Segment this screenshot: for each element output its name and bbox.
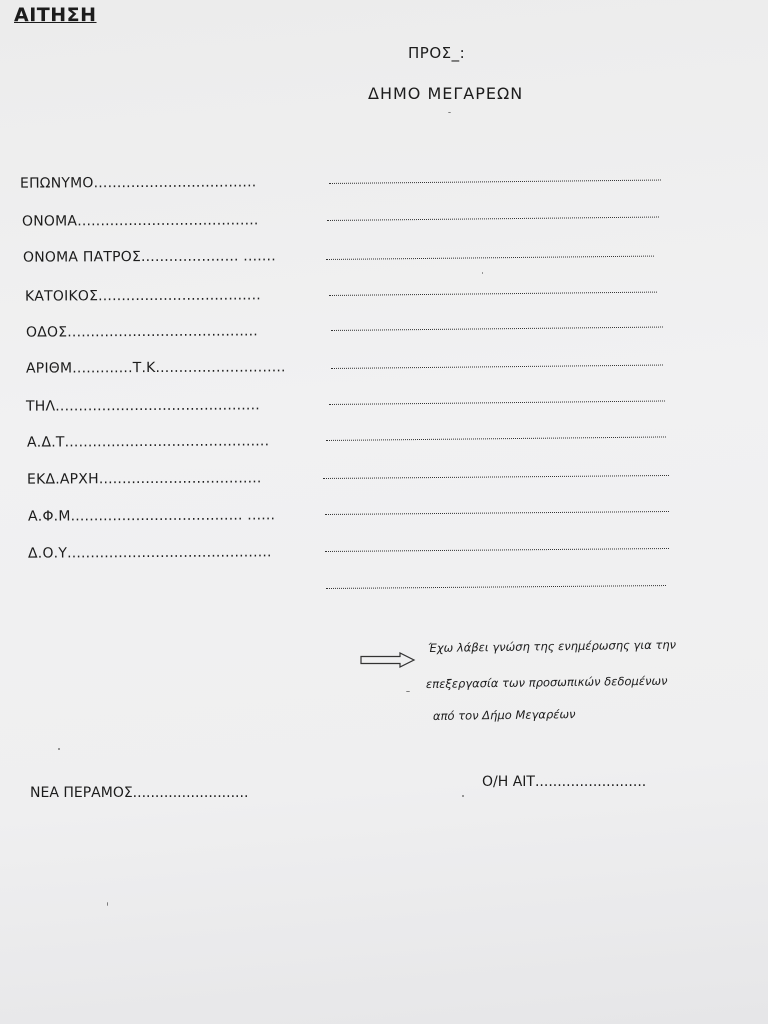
field-label-first-name: ΟΝΟΜΑ....................................... <box>21 212 259 230</box>
paper-speck <box>406 691 410 692</box>
fill-line[interactable] <box>326 256 654 260</box>
consent-note-line-3: από τον Δήμο Μεγαρέων <box>432 707 576 723</box>
paper-speck <box>482 272 483 274</box>
recipient-name: ΔΗΜΟ ΜΕΓΑΡΕΩΝ <box>368 84 524 103</box>
arrow-right-icon <box>360 652 416 668</box>
field-label-tax-office: Δ.Ο.Υ............................................ <box>27 544 272 562</box>
field-label-phone: ΤΗΛ............................................ <box>25 397 260 415</box>
paper-speck <box>448 112 451 113</box>
field-label-id-number: Α.Δ.Τ............................................ <box>26 433 270 451</box>
consent-note-line-1: Έχω λάβει γνώση της ενημέρωσης για την <box>427 637 677 655</box>
field-label-father-name: ΟΝΟΜΑ ΠΑΤΡΟΣ..................... ....... <box>22 248 276 266</box>
field-label-residence: ΚΑΤΟΙΚΟΣ................................... <box>24 287 261 305</box>
fill-line[interactable] <box>325 548 669 552</box>
recipient-label: ΠΡΟΣ_: <box>408 44 466 62</box>
fill-line[interactable] <box>331 327 663 331</box>
fill-line[interactable] <box>331 365 663 369</box>
field-label-issuing-authority: ΕΚΔ.ΑΡΧΗ................................... <box>26 470 262 488</box>
fill-line[interactable] <box>329 180 661 184</box>
fill-line[interactable] <box>326 585 666 589</box>
fill-line[interactable] <box>329 400 665 405</box>
fill-line[interactable] <box>327 217 659 221</box>
paper-speck <box>58 748 60 750</box>
field-label-street: ΟΔΟΣ......................................... <box>25 323 258 341</box>
field-label-tax-number: Α.Φ.Μ..................................... ...... <box>27 507 276 525</box>
fill-line[interactable] <box>325 511 669 515</box>
document-title: ΑΙΤΗΣΗ <box>14 4 97 26</box>
place-label: ΝΕΑ ΠΕΡΑΜΟΣ.......................... <box>30 785 249 801</box>
fill-line[interactable] <box>329 292 657 296</box>
fill-line[interactable] <box>323 475 669 479</box>
signature-label: Ο/Η ΑΙΤ......................... <box>482 774 647 790</box>
consent-note-line-2: επεξεργασία των προσωπικών δεδομένων <box>425 673 668 691</box>
paper-speck <box>107 902 108 906</box>
field-label-number-postcode: ΑΡΙΘΜ.............Τ.Κ............................ <box>25 359 286 377</box>
fill-line[interactable] <box>326 436 666 441</box>
field-label-surname: ΕΠΩΝΥΜΟ................................... <box>19 174 257 192</box>
paper-speck <box>462 795 464 797</box>
